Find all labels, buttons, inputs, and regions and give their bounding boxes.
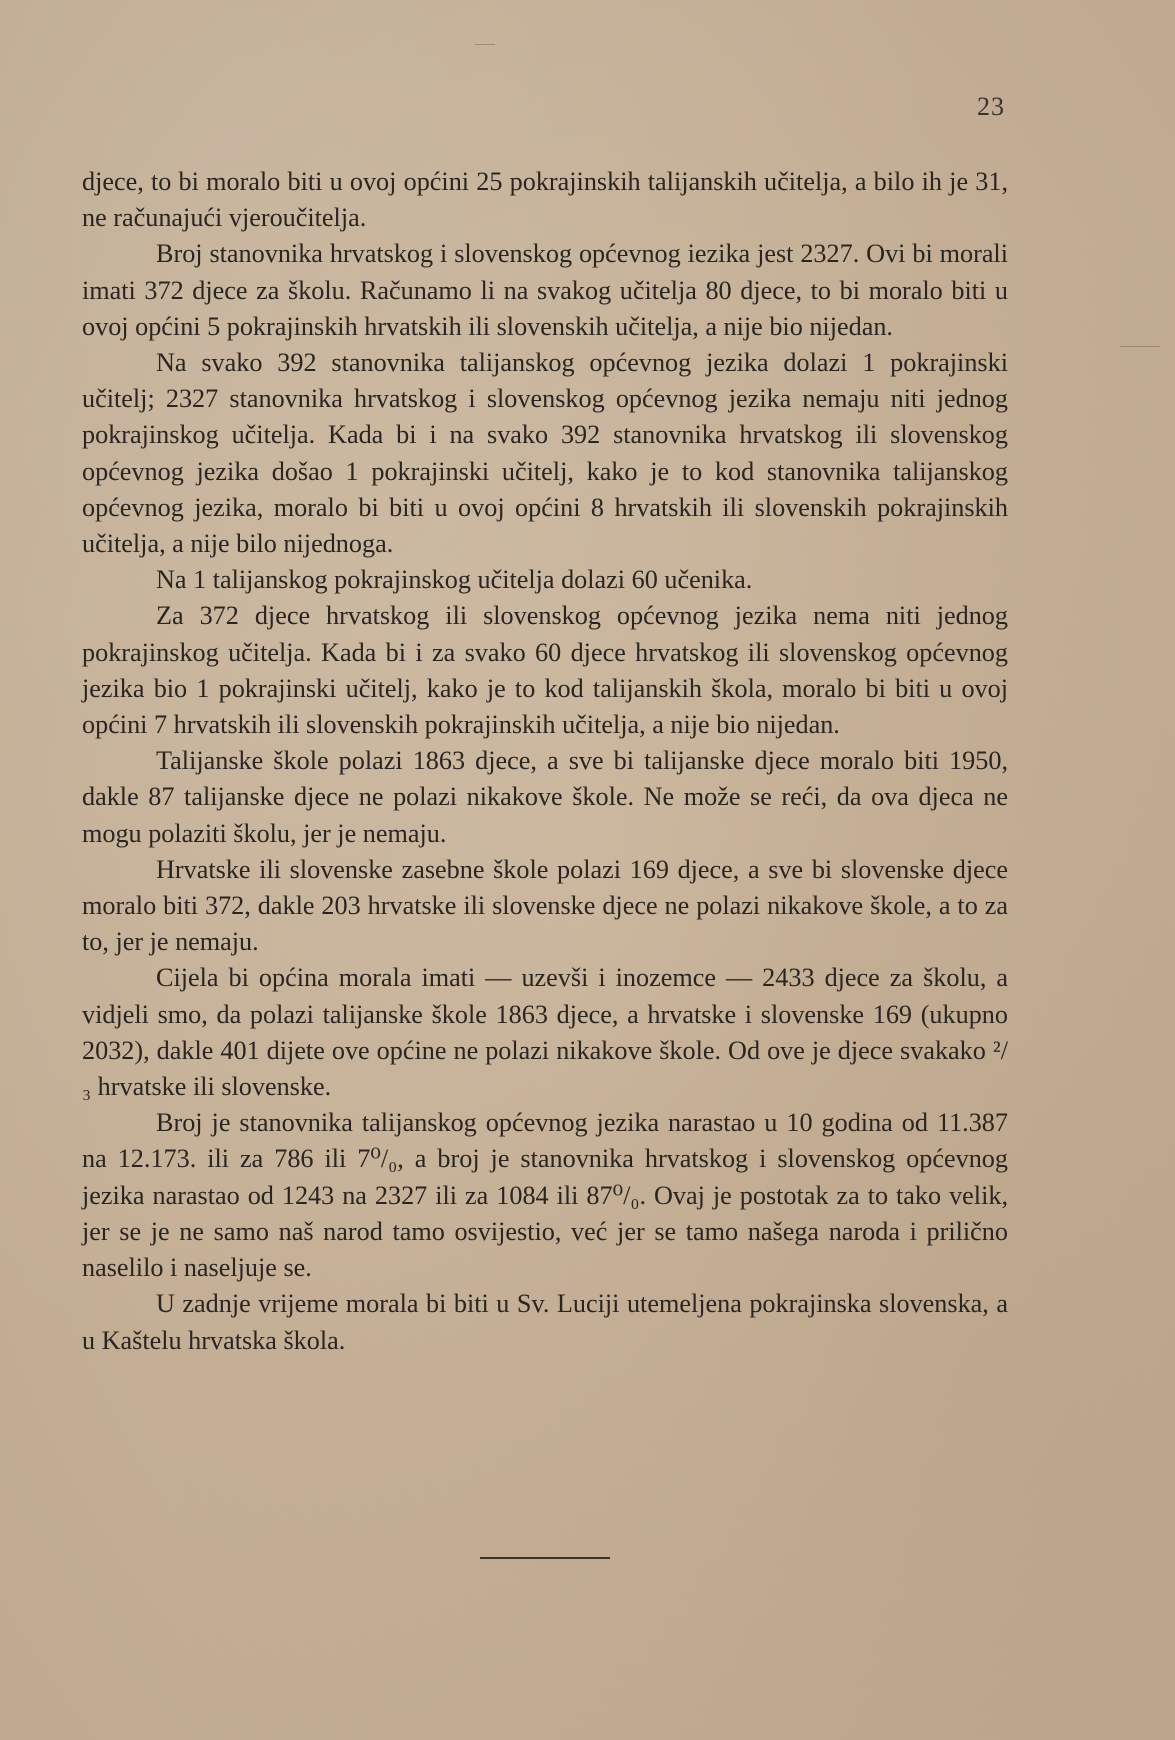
- paragraph-9: Broj je stanovnika talijanskog općevnog jezika narastao u 10 godina od 11.387 na 12.173. ili za 786 ili 7⁰/₀, a broj je stanovnika hrvatskog i slovenskog općevnog jezika narastao od 1243 na 2327 ili za 1084 ili 87⁰/₀. Ovaj je postotak za to tako velik, jer se je ne samo naš narod tamo osvijestio, već jer se tamo našega naroda i prilično naselilo i naseljuje se.: [82, 1108, 1008, 1283]
- paragraph-3: Na svako 392 stanovnika talijanskog općevnog jezika dolazi 1 pokrajinski učitelj; 2327 stanovnika hrvatskog i slovenskog općevnog jezika nemaju niti jednog pokrajinskog učitelja. Kada bi i na svako 392 stanovnika hrvatskog ili slovenskog općevnog jezika došao 1 pokrajinski učitelj, kako je to kod stanovnika talijanskog općevnog jezika, moralo bi biti u ovoj općini 8 hrvatskih ili slovenskih pokrajinskih učitelja, a nije bilo nijednoga.: [82, 348, 1008, 559]
- paragraph-6: Talijanske škole polazi 1863 djece, a sve bi talijanske djece moralo biti 1950, dakle 87 talijanske djece ne polazi nikakove škole. Ne može se reći, da ova djeca ne mogu polaziti školu, jer je nemaju.: [82, 746, 1008, 848]
- paragraph-10: U zadnje vrijeme morala bi biti u Sv. Luciji utemeljena pokrajinska slovenska, a u Kaštelu hrvatska škola.: [82, 1289, 1008, 1355]
- section-end-rule: [480, 1557, 610, 1559]
- page-number: 23: [977, 92, 1005, 121]
- paragraph-7: Hrvatske ili slovenske zasebne škole polazi 169 djece, a sve bi slovenske djece moralo biti 372, dakle 203 hrvatske ili slovenske djece ne polazi nikakove škole, a to za to, jer je nemaju.: [82, 854, 1008, 957]
- paper-mark: [1120, 346, 1160, 347]
- paper-mark: [475, 44, 495, 45]
- paragraph-8: Cijela bi općina morala imati — uzevši i inozemce — 2433 djece za školu, a vidjeli smo, da polazi talijanske škole 1863 djece, a hrvatske i slovenske 169 (ukupno 2032), dakle 401 dijete ove općine ne polazi nikakove škole. Od ove je djece svakako ²/₃ hrvatske ili slovenske.: [82, 963, 1008, 1102]
- paragraph-2: Broj stanovnika hrvatskog i slovenskog općevnog iezika jest 2327. Ovi bi morali imati 372 djece za školu. Računamo li na svakog učitelja 80 djece, to bi moralo biti u ovoj općini 5 pokrajinskih hrvatskih ili slovenskih učitelja, a nije bio nijedan.: [82, 239, 1008, 341]
- paragraph-4: Na 1 talijanskog pokrajinskog učitelja dolazi 60 učenika.: [156, 565, 753, 595]
- paragraph-1: djece, to bi moralo biti u ovoj općini 25 pokrajinskih talijanskih učitelja, a bilo ih je 31, ne računajući vjeroučitelja.: [82, 167, 1008, 233]
- paragraph-5: Za 372 djece hrvatskog ili slovenskog općevnog jezika nema niti jednog pokrajinskog učitelja. Kada bi i za svako 60 djece hrvatskog ili slovenskog općevnog jezika bio 1 pokrajinski učitelj, kako je to kod talijanskih škola, moralo bi biti u ovoj općini 7 hrvatskih ili slovenskih pokrajinskih učitelja, a nije bio nijedan.: [82, 601, 1008, 740]
- body-text: [82, 164, 1008, 1359]
